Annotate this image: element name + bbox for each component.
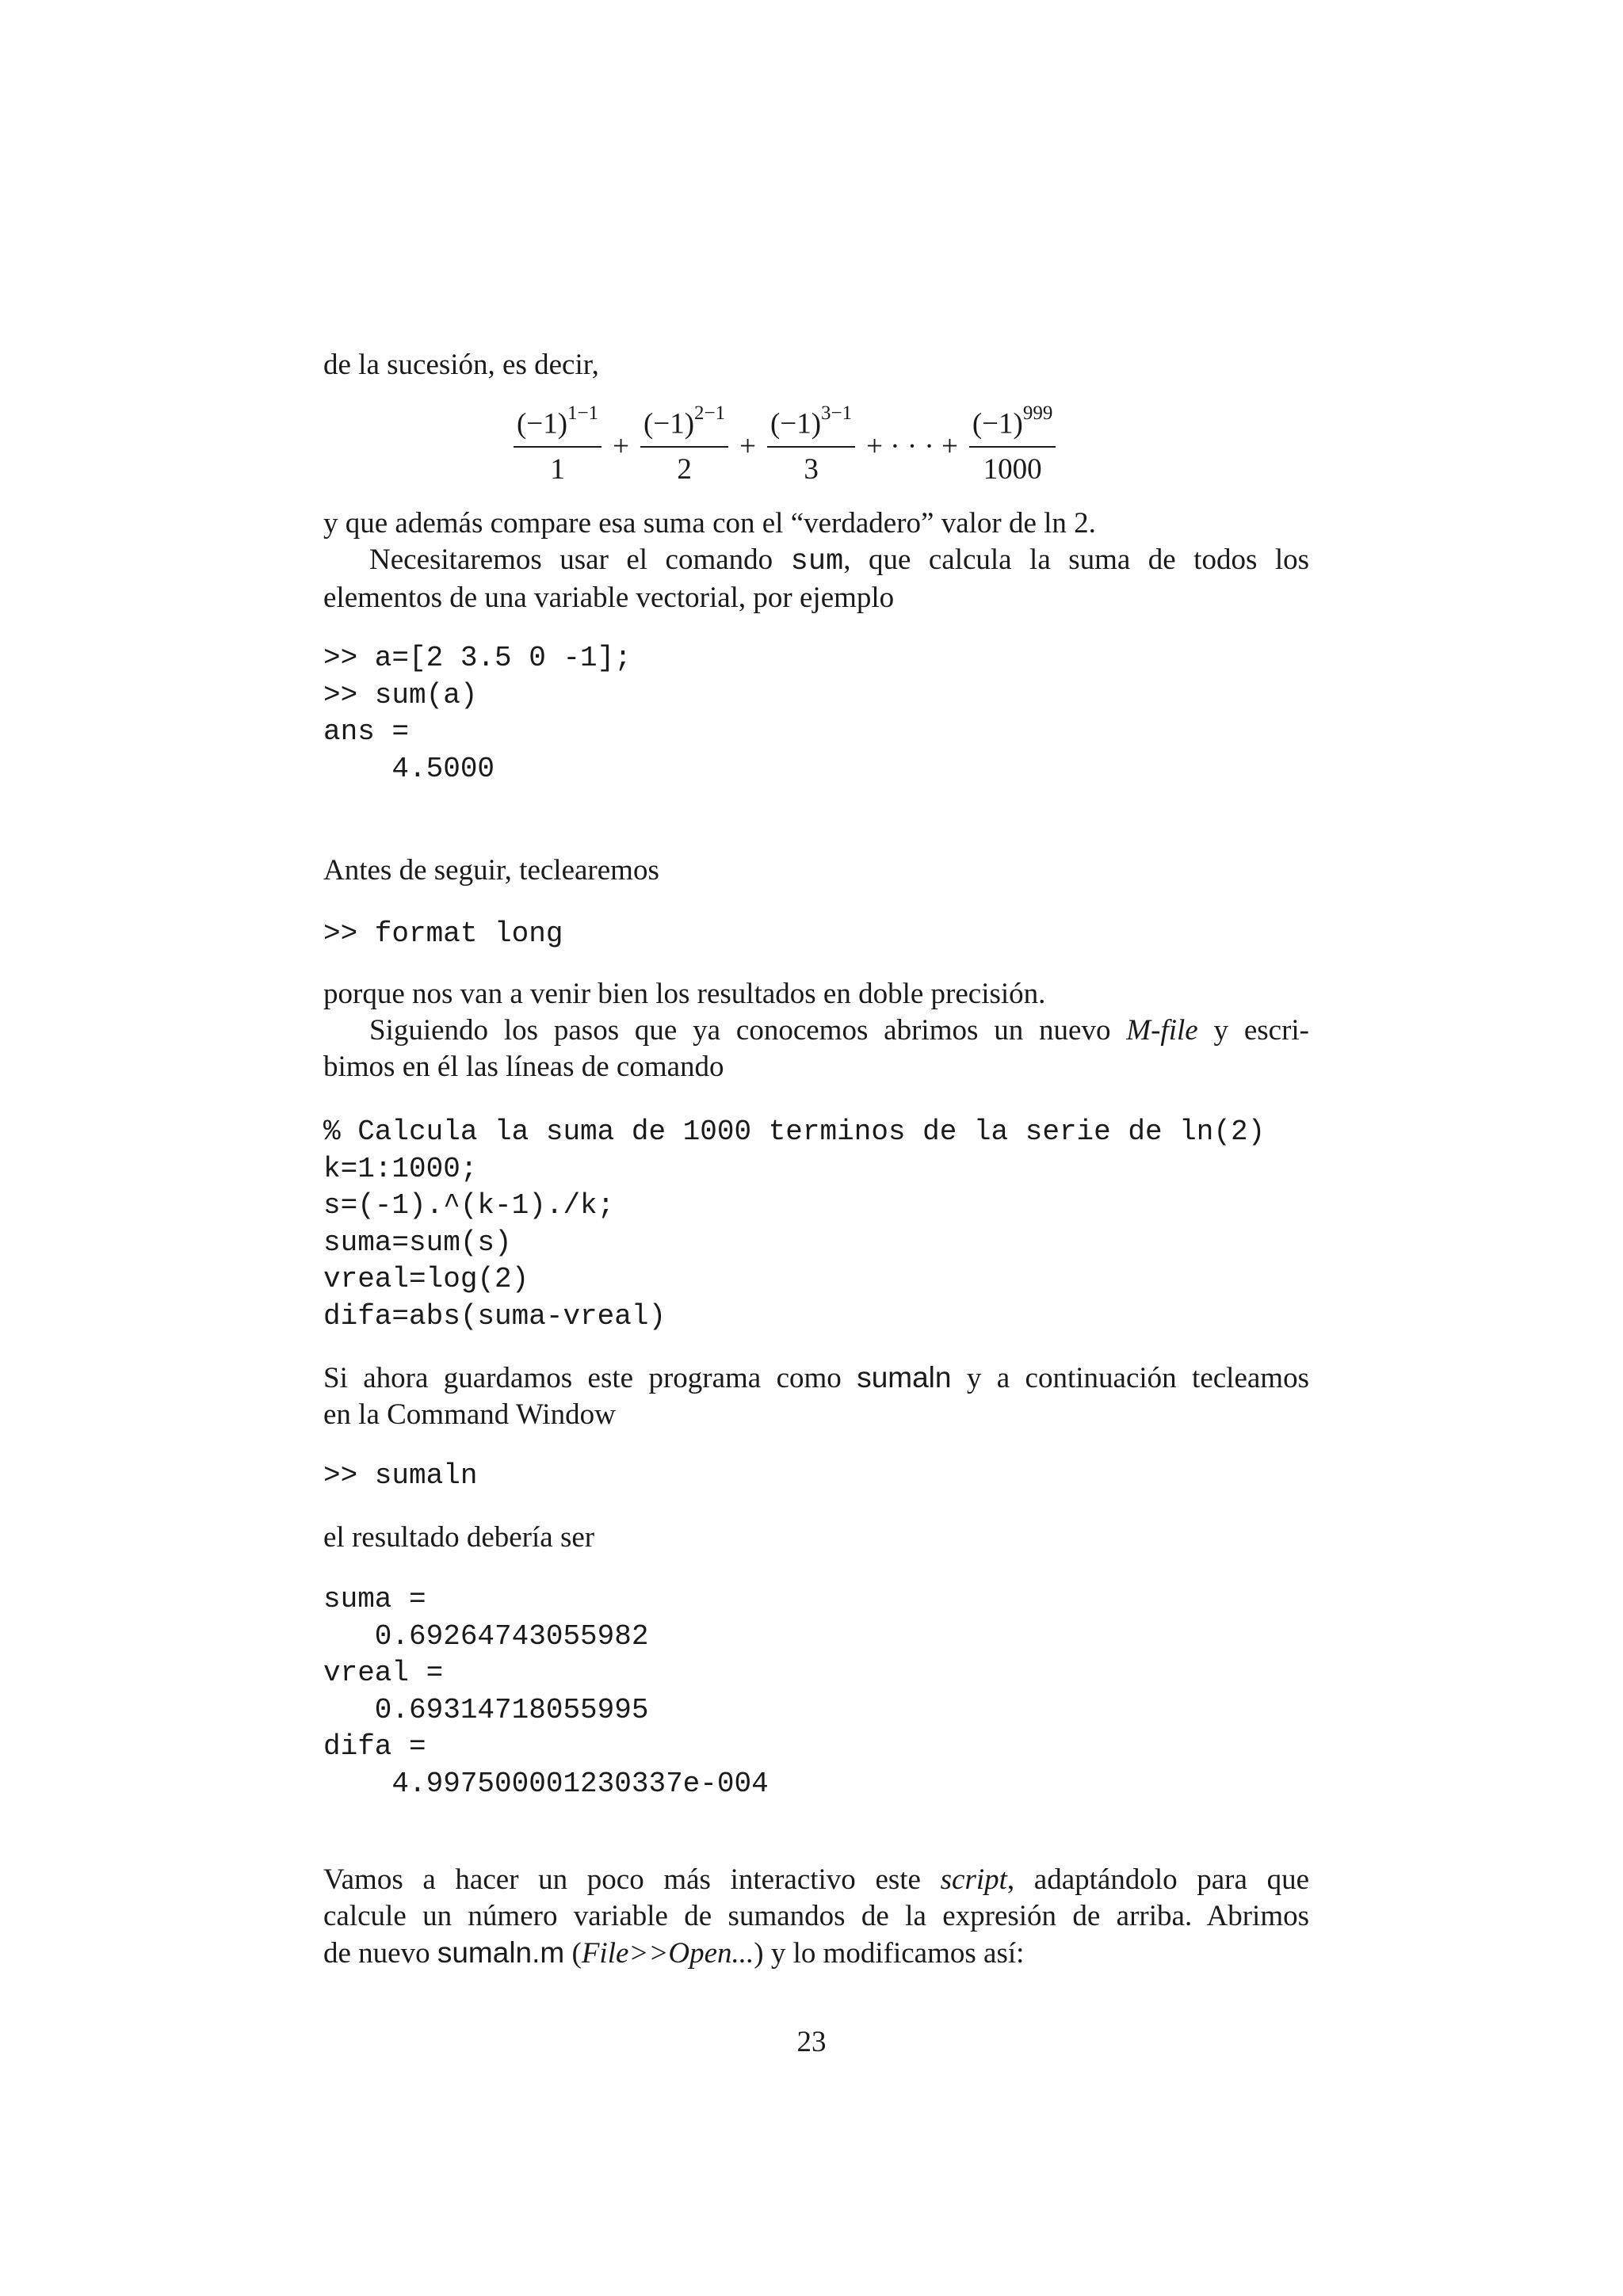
series-formula [507, 402, 1062, 490]
formula-term-2: $\frac{(-1)^{2-1}}{2}$ [640, 406, 728, 486]
formula-ellipsis: + · · · + [866, 429, 958, 463]
page-number: 23 [796, 2026, 827, 2058]
code-block-sumaln-script: % Calcula la suma de 1000 terminos de la serie de ln(2) k=1:1000; s=(-1).^(k-1)./k; suma=sum(s) vreal=log(2) difa=abs(suma-vreal) [323, 1116, 1266, 1333]
formula-term-last: $\frac{(-1)^{999}}{1000}$ [969, 406, 1056, 486]
formula-plus: + [739, 429, 756, 463]
code-block-output: suma = 0.69264743055982 vreal = 0.69314718055995 difa = 4.997500001230337e-004 [323, 1583, 769, 1800]
paragraph-compare: y que además compare esa suma con el “verdadero” valor de ln 2. [323, 507, 1096, 540]
intro-line: de la sucesión, es decir, [323, 349, 599, 381]
inline-code-sumaln-m: sumaln.m [437, 1936, 565, 1969]
code-block-format-long: >> format long [323, 917, 563, 950]
code-block-sum-example: >> a=[2 3.5 0 -1]; >> sum(a) ans = 4.5000 [323, 642, 632, 785]
paragraph-before-format: Antes de seguir, teclearemos [323, 854, 659, 887]
formula-term-3: $\frac{(-1)^{3-1}}{3}$ [767, 406, 855, 486]
paragraph-interactive-script: Vamos a hacer un poco más interactivo este script, adaptándolo para que calcule un número variable de sumandos de la expresión de arriba. Abrimos de nuevo sumaln.m (File>>Open...) y lo modificamos así: [323, 1863, 1309, 1970]
code-block-run-sumaln: >> sumaln [323, 1459, 478, 1492]
paragraph-result: el resultado debería ser [323, 1521, 595, 1554]
paragraph-double-precision: porque nos van a venir bien los resultados en doble precisión. Siguiendo los pasos que ya conocemos abrimos un nuevo M-file y escri- bimos en él las líneas de comando [323, 978, 1309, 1083]
formula-term-1: $\frac{(-1)^{1-1}}{1}$ [514, 406, 601, 486]
intro-paragraph [323, 347, 1309, 383]
formula-plus: + [613, 429, 629, 463]
inline-code-sum: sum [790, 545, 844, 578]
paragraph-sum-command: Necesitaremos usar el comando sum, que calcula la suma de todos los elementos de una variable vectorial, por ejemplo [323, 543, 1309, 614]
paragraph-save-program: Si ahora guardamos este programa como sumaln y a continuación tecleamos en la Command Window [323, 1361, 1309, 1431]
inline-code-sumaln: sumaln [857, 1361, 952, 1394]
